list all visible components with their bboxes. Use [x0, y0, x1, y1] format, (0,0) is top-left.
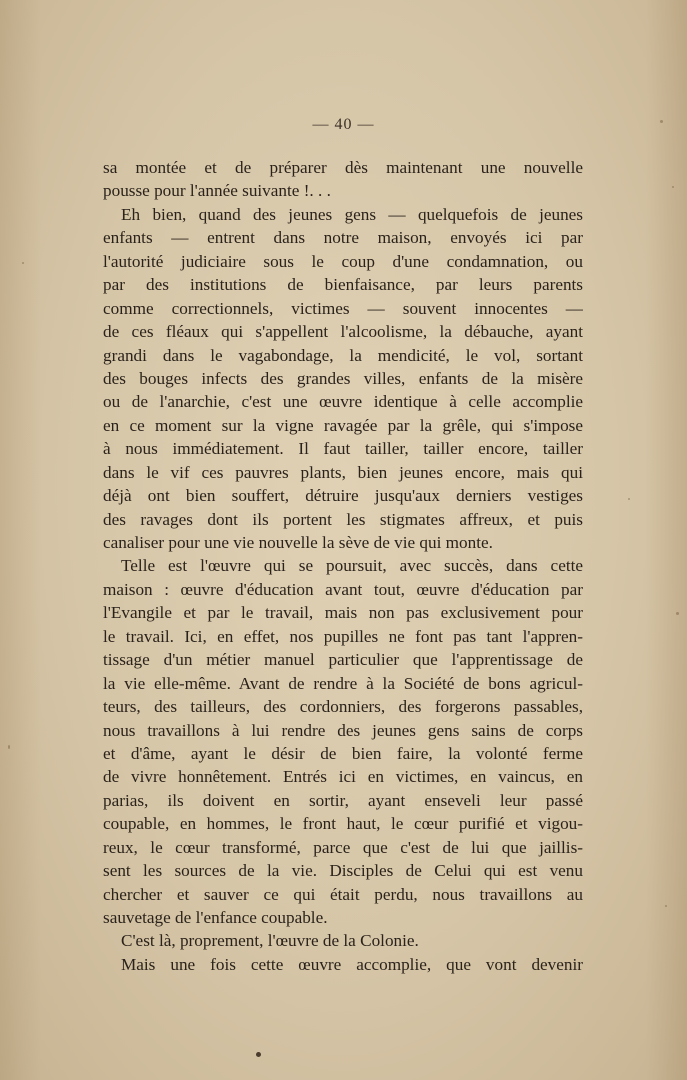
- text-line: de vivre honnêtement. Entrés ici en victimes, en vaincus, en: [103, 767, 583, 787]
- text-line: en ce moment sur la vigne ravagée par la grêle, qui s'impose: [103, 415, 583, 435]
- text-line: comme correctionnels, victimes — souvent innocentes —: [103, 298, 583, 318]
- ink-dot: [256, 1052, 261, 1057]
- text-line: enfants — entrent dans notre maison, envoyés ici par: [103, 228, 583, 248]
- text-line: teurs, des tailleurs, des cordonniers, des forgerons passables,: [103, 697, 583, 717]
- text-line: Mais une fois cette œuvre accomplie, que vont devenir: [121, 954, 583, 974]
- text-line: canaliser pour une vie nouvelle la sève de vie qui monte.: [103, 533, 493, 552]
- text-line: de ces fléaux qui s'appellent l'alcoolisme, la débauche, ayant: [103, 322, 583, 342]
- text-line: dans le vif ces pauvres plants, bien jeunes encore, mais qui: [103, 462, 583, 482]
- text-line: ou de l'anarchie, c'est une œuvre identique à celle accomplie: [103, 392, 583, 412]
- text-line: et d'âme, ayant le désir de bien faire, la volonté ferme: [103, 743, 583, 763]
- text-line: Telle est l'œuvre qui se poursuit, avec succès, dans cette: [121, 556, 583, 576]
- text-line: sauvetage de l'enfance coupable.: [103, 908, 328, 927]
- paper-speck: [8, 745, 10, 749]
- text-line: sent les sources de la vie. Disciples de Celui qui est venu: [103, 861, 583, 881]
- text-line: nous travaillons à lui rendre des jeunes gens sains de corps: [103, 720, 583, 740]
- page-number: — 40 —: [312, 116, 375, 133]
- text-line: des ravages dont ils portent les stigmates affreux, et puis: [103, 509, 583, 529]
- text-line: pousse pour l'année suivante !. . .: [103, 181, 331, 201]
- text-line: parias, ils doivent en sortir, ayant enseveli leur passé: [103, 790, 583, 810]
- text-line: la vie elle-même. Avant de rendre à la Société de bons agricul-: [103, 673, 583, 693]
- text-line: tissage d'un métier manuel particulier que l'apprentissage de: [103, 650, 583, 670]
- paper-speck: [676, 612, 679, 615]
- text-line: l'Evangile et par le travail, mais non pas exclusivement pour: [103, 603, 583, 623]
- text-line: reux, le cœur transformé, parce que c'est de lui que jaillis-: [103, 837, 583, 857]
- text-line: le travail. Ici, en effet, nos pupilles ne font pas tant l'appren-: [103, 626, 583, 646]
- text-line: par des institutions de bienfaisance, par leurs parents: [103, 275, 583, 295]
- text-line: chercher et sauver ce qui était perdu, nous travaillons au: [103, 884, 583, 904]
- body-text: [103, 156, 583, 976]
- text-line: des bouges infects des grandes villes, enfants de la misère: [103, 368, 583, 388]
- text-line: maison : œuvre d'éducation avant tout, œuvre d'éducation par: [103, 579, 583, 599]
- paper-speck: [665, 905, 667, 907]
- text-line: Eh bien, quand des jeunes gens — quelquefois de jeunes: [121, 204, 583, 224]
- text-line: à nous immédiatement. Il faut tailler, tailler encore, tailler: [103, 439, 583, 459]
- text-line: l'autorité judiciaire sous le coup d'une condamnation, ou: [103, 251, 583, 271]
- text-line: déjà ont bien souffert, détruire jusqu'aux derniers vestiges: [103, 486, 583, 506]
- text-line: C'est là, proprement, l'œuvre de la Colonie.: [121, 931, 419, 951]
- paper-speck: [628, 498, 630, 500]
- paper-speck: [672, 186, 674, 188]
- text-line: grandi dans le vagabondage, la mendicité, le vol, sortant: [103, 345, 583, 365]
- text-line: sa montée et de préparer dès maintenant une nouvelle: [103, 158, 583, 177]
- paper-speck: [22, 262, 24, 264]
- text-line: coupable, en hommes, le front haut, le cœur purifié et vigou-: [103, 814, 583, 834]
